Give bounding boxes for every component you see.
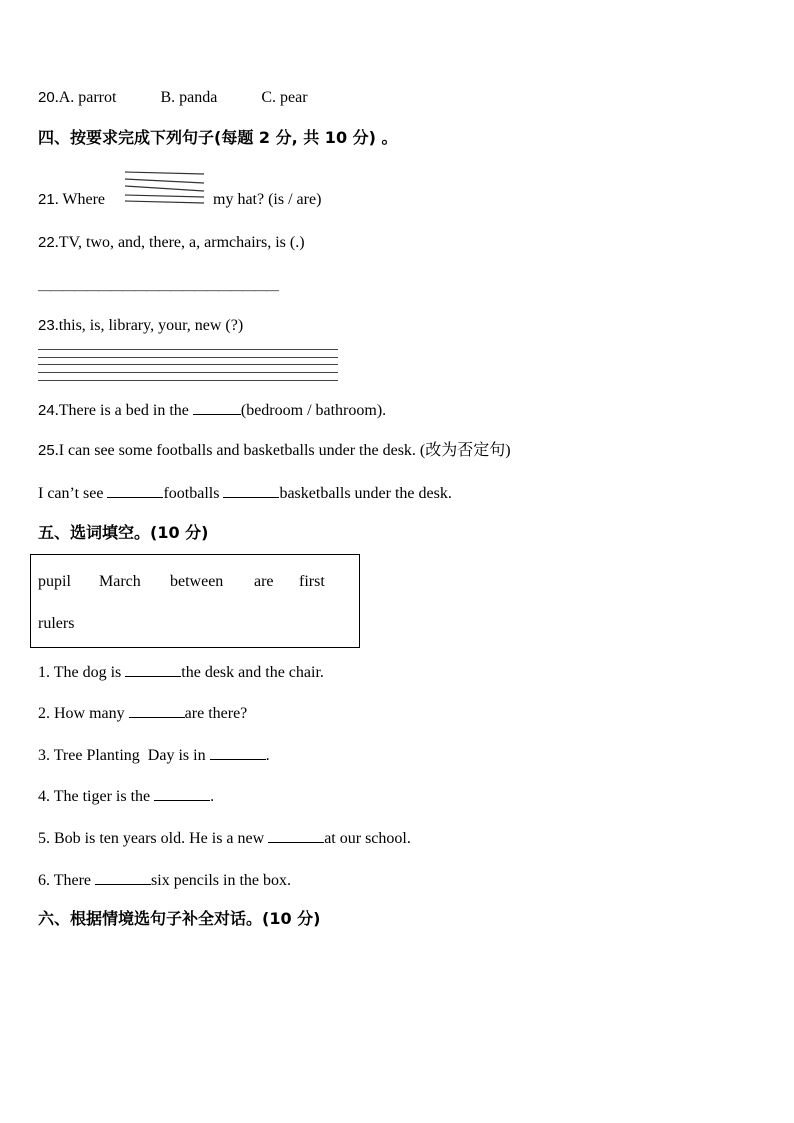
word-bank-item: rulers: [38, 615, 75, 632]
question-22: [38, 233, 305, 253]
blank[interactable]: [129, 702, 185, 718]
section-4-heading: 四、按要求完成下列句子(每题 2 分, 共 10 分) 。: [38, 128, 398, 147]
answer-line-22[interactable]: ————————————————————: [38, 282, 278, 297]
question-number: 25: [38, 442, 55, 459]
section-6-heading: 六、根据情境选句子补全对话。(10 分): [38, 909, 321, 928]
fill-item-4: [38, 785, 214, 807]
option-b: B. panda: [160, 89, 218, 106]
question-24: [38, 399, 386, 421]
word-bank-item: are: [254, 573, 274, 590]
word-bank-item: March: [99, 573, 141, 590]
question-text: the desk and the chair.: [181, 664, 324, 681]
question-number: 21: [38, 191, 55, 208]
blank[interactable]: [154, 785, 210, 801]
question-text: (bedroom / bathroom).: [240, 402, 387, 419]
question-text: six pencils in the box.: [151, 872, 291, 889]
answer-rule: [38, 349, 338, 350]
answer-rule: [38, 380, 338, 381]
question-20: [38, 88, 308, 108]
question-text: .I can see some footballs and basketballs under the desk. (改为否定句): [54, 442, 511, 459]
answer-text: I can’t see: [38, 485, 104, 502]
answer-lines: [122, 168, 208, 208]
blank[interactable]: [107, 482, 163, 498]
fill-item-1: [38, 661, 324, 683]
fill-item-5: [38, 827, 411, 849]
fill-item-2: [38, 702, 247, 724]
section-5-heading: 五、选词填空。(10 分): [38, 523, 209, 542]
question-text: .: [210, 788, 215, 805]
word-bank-item: between: [170, 573, 224, 590]
word-bank-item: first: [299, 573, 325, 590]
blank[interactable]: [95, 869, 151, 885]
question-25-answer: [38, 482, 452, 504]
word-bank: [30, 554, 360, 648]
question-21: [38, 190, 105, 210]
question-text: . Where: [54, 191, 106, 208]
blank[interactable]: [210, 744, 266, 760]
question-number: 20: [38, 89, 55, 106]
question-23: [38, 316, 243, 336]
question-text: 4. The tiger is the: [38, 788, 151, 805]
question-text: 1. The dog is: [38, 664, 122, 681]
question-number: 24: [38, 402, 55, 419]
blank[interactable]: [125, 661, 181, 677]
question-text: 3. Tree Planting Day is in: [38, 747, 206, 764]
question-text: .There is a bed in the: [54, 402, 189, 419]
answer-text: footballs: [163, 485, 220, 502]
question-text: 6. There: [38, 872, 92, 889]
question-number: 22: [38, 234, 55, 251]
blank[interactable]: [268, 827, 324, 843]
answer-text: basketballs under the desk.: [279, 485, 452, 502]
option-c: C. pear: [261, 89, 308, 106]
question-text: .: [265, 747, 270, 764]
question-text: .TV, two, and, there, a, armchairs, is (.): [54, 234, 305, 251]
question-text: 5. Bob is ten years old. He is a new: [38, 830, 265, 847]
question-text: are there?: [184, 705, 248, 722]
question-text: 2. How many: [38, 705, 125, 722]
blank[interactable]: [223, 482, 279, 498]
question-text: .this, is, library, your, new (?): [54, 317, 244, 334]
answer-rule: [38, 357, 338, 358]
answer-rule: [38, 364, 338, 365]
question-number: 23: [38, 317, 55, 334]
option-a: .A. parrot: [54, 89, 117, 106]
answer-rule: [38, 372, 338, 373]
question-21-suffix: my hat? (is / are): [213, 191, 322, 208]
word-bank-item: pupil: [38, 573, 71, 590]
question-25: [38, 441, 511, 461]
fill-item-6: [38, 869, 291, 891]
blank[interactable]: [193, 399, 241, 415]
question-text: at our school.: [324, 830, 411, 847]
fill-item-3: [38, 744, 270, 766]
